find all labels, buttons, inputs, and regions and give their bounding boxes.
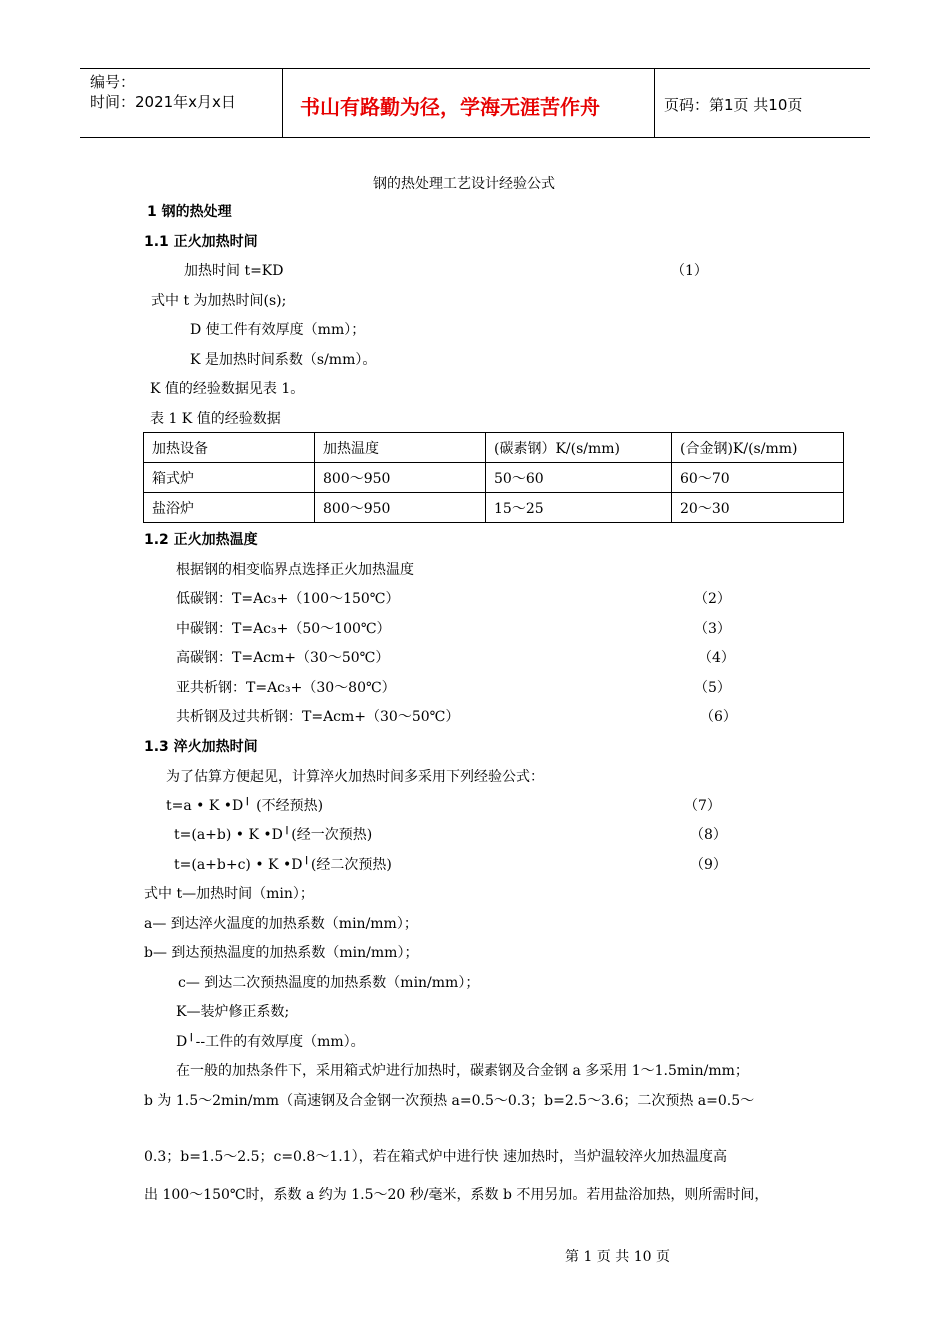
formula: 共析钢及过共析钢：T=Acm+（30～50℃）	[176, 709, 460, 725]
page-label: 页码：第1页 共10页	[664, 96, 803, 114]
serial-label: 编号：	[90, 73, 136, 91]
formula: 中碳钢：T=Ac₃+（50～100℃）	[176, 621, 391, 637]
section-heading: 1.3 淬火加热时间	[144, 739, 258, 755]
table-header-cell: (碳素钢）K/(s/mm)	[486, 433, 672, 463]
definition: D 使工件有效厚度（mm）；	[190, 322, 366, 338]
formula: t=(a+b) • K •D╵(经一次预热)	[174, 827, 373, 843]
table-row	[144, 463, 844, 493]
paragraph: 在一般的加热条件下，采用箱式炉进行加热时，碳素钢及合金钢 a 多采用 1～1.5min/mm；	[176, 1063, 749, 1079]
paragraph: K 值的经验数据见表 1。	[150, 381, 305, 397]
formula-number: （1）	[671, 263, 708, 279]
formula-number: （4）	[698, 650, 735, 666]
definition: c— 到达二次预热温度的加热系数（min/mm）；	[178, 975, 480, 991]
formula-number: （9）	[690, 857, 727, 873]
paragraph: 根据钢的相变临界点选择正火加热温度	[176, 562, 414, 578]
section-heading: 1 钢的热处理	[147, 204, 232, 220]
formula: t=a • K •D╵ (不经预热)	[166, 798, 324, 814]
table-row	[144, 493, 844, 523]
definition: a— 到达淬火温度的加热系数（min/mm）；	[144, 916, 418, 932]
formula-number: （8）	[690, 827, 727, 843]
paragraph: 式中 t—加热时间（min）；	[144, 886, 314, 902]
table-cell: 箱式炉	[144, 463, 315, 493]
table-header-cell: (合金钢)K/(s/mm)	[672, 433, 844, 463]
formula-number: （3）	[694, 621, 731, 637]
paragraph: 为了估算方便起见，计算淬火加热时间多采用下列经验公式：	[166, 769, 544, 785]
definition: b— 到达预热温度的加热系数（min/mm）；	[144, 945, 419, 961]
formula: t=(a+b+c) • K •D╵(经二次预热)	[174, 857, 392, 873]
formula: 高碳钢：T=Acm+（30～50℃）	[176, 650, 390, 666]
definition: K—装炉修正系数;	[176, 1004, 290, 1020]
formula: 加热时间 t=KD	[184, 263, 284, 279]
table-header-row	[144, 433, 844, 463]
header-divider	[654, 69, 655, 137]
definition: D╵--工件的有效厚度（mm）。	[176, 1034, 365, 1050]
paragraph: 出 100～150℃时，系数 a 约为 1.5～20 秒/毫米，系数 b 不用另加。若用盐浴加热，则所需时间，	[144, 1187, 769, 1203]
table-caption: 表 1 K 值的经验数据	[150, 411, 281, 427]
table-header-cell: 加热温度	[315, 433, 486, 463]
table-cell: 60～70	[672, 463, 844, 493]
table-cell: 盐浴炉	[144, 493, 315, 523]
formula-number: （2）	[694, 591, 731, 607]
formula-number: （5）	[694, 680, 731, 696]
document-title: 钢的热处理工艺设计经验公式	[373, 176, 555, 192]
paragraph: 0.3；b=1.5～2.5；c=0.8～1.1），若在箱式炉中进行快 速加热时，当炉温较淬火加热温度高	[144, 1149, 728, 1165]
paragraph: 式中 t 为加热时间(s);	[151, 293, 287, 309]
paragraph: b 为 1.5～2min/mm（高速钢及合金钢一次预热 a=0.5～0.3；b=2.5～3.6；二次预热 a=0.5～	[144, 1093, 755, 1109]
formula: 亚共析钢：T=Ac₃+（30～80℃）	[176, 680, 396, 696]
formula-number: （6）	[700, 709, 737, 725]
table-cell: 800～950	[315, 493, 486, 523]
table-header-cell: 加热设备	[144, 433, 315, 463]
table-cell: 20～30	[672, 493, 844, 523]
formula: 低碳钢：T=Ac₃+（100～150℃）	[176, 591, 400, 607]
table-cell: 50～60	[486, 463, 672, 493]
table-cell: 15～25	[486, 493, 672, 523]
header-motto: 书山有路勤为径，学海无涯苦作舟	[300, 95, 600, 119]
date-label: 时间：2021年x月x日	[90, 93, 236, 111]
section-heading: 1.2 正火加热温度	[144, 532, 258, 548]
section-heading: 1.1 正火加热时间	[144, 234, 258, 250]
k-value-table	[143, 432, 844, 523]
definition: K 是加热时间系数（s/mm）。	[190, 352, 377, 368]
table-cell: 800～950	[315, 463, 486, 493]
header-divider	[282, 69, 283, 137]
page-footer: 第 1 页 共 10 页	[565, 1249, 670, 1265]
formula-number: （7）	[684, 798, 721, 814]
